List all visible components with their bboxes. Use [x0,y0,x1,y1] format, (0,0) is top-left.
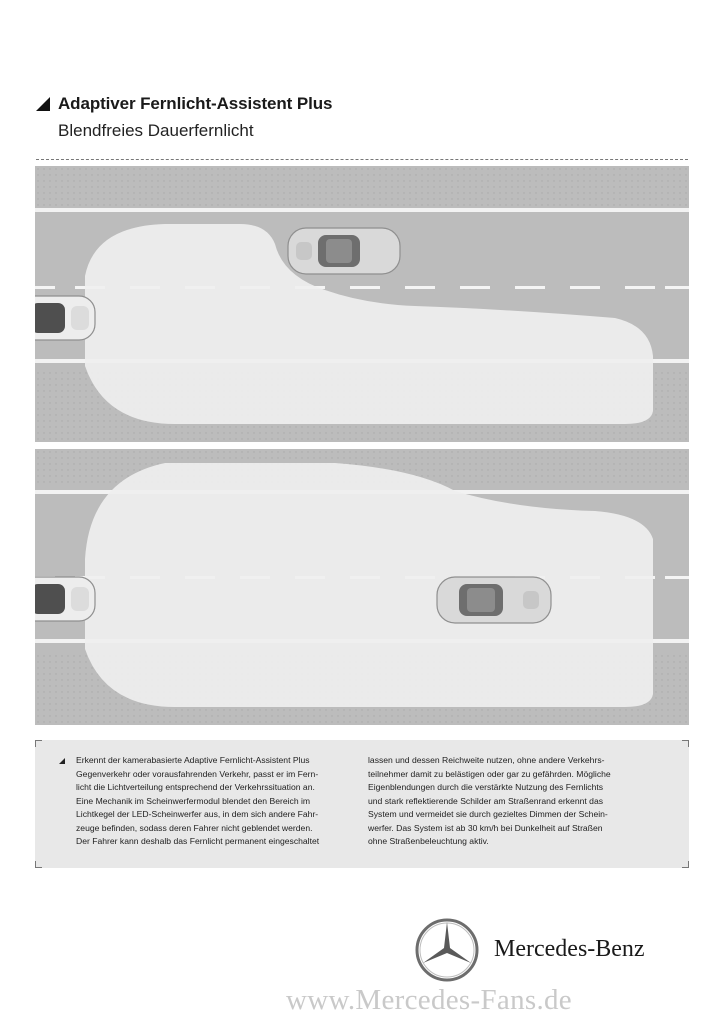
text-line: Eine Mechanik im Scheinwerfermodul blendet den Bereich im [76,795,311,806]
description-box [35,740,689,868]
text-line: teilnehmer damit zu belästigen oder gar zu gefährden. Mögliche [368,768,611,779]
brand-name: Mercedes-Benz [494,936,645,962]
text-line: lassen und dessen Reichweite nutzen, ohne andere Verkehrs- [368,755,605,765]
illustration-oncoming-traffic [35,166,689,442]
text-line: System und vermeidet sie durch gezieltes Dimmen der Schein- [368,809,608,819]
text-line: werfer. Das System ist ab 30 km/h bei Dunkelheit auf Straßen [368,822,603,833]
preceding-car [437,577,551,623]
triangle-marker-icon [36,97,50,111]
oncoming-car [288,228,400,274]
divider-top [36,159,688,160]
corner-mark [682,740,689,747]
page-title: Adaptiver Fernlicht-Assistent Plus [58,94,333,113]
text-column-right [368,754,678,849]
own-car-top [35,296,95,340]
title-row [36,94,332,114]
text-line: zeuge befinden, sodass deren Fahrer nicht geblendet werden. [76,822,313,833]
bullet-triangle-icon [59,758,65,764]
mercedes-star-icon [414,917,480,988]
illustration-preceding-traffic [35,449,689,725]
text-column-left [76,754,366,849]
watermark: www.Mercedes-Fans.de [286,984,572,1016]
text-line: Gegenverkehr oder vorausfahrenden Verkehr, passt er im Fern- [76,768,319,779]
corner-mark [35,740,42,747]
text-line: Eigenblendungen durch die verstärkte Nutzung des Fernlichts [368,782,604,792]
text-line: Lichtkegel der LED-Scheinwerfer aus, in dem sich andere Fahr- [76,809,319,819]
corner-mark [682,861,689,868]
page-subtitle: Blendfreies Dauerfernlicht [58,121,254,140]
corner-mark [35,861,42,868]
text-line: licht die Lichtverteilung entsprechend der Verkehrssituation an. [76,782,315,792]
own-car-bottom [35,577,95,621]
text-line: und stark reflektierende Schilder am Straßenrand erkennt das [368,795,604,806]
text-line: Der Fahrer kann deshalb das Fernlicht permanent eingeschaltet [76,836,320,846]
text-line: Erkennt der kamerabasierte Adaptive Fernlicht-Assistent Plus [76,755,310,765]
text-line: ohne Straßenbeleuchtung aktiv. [368,836,489,846]
